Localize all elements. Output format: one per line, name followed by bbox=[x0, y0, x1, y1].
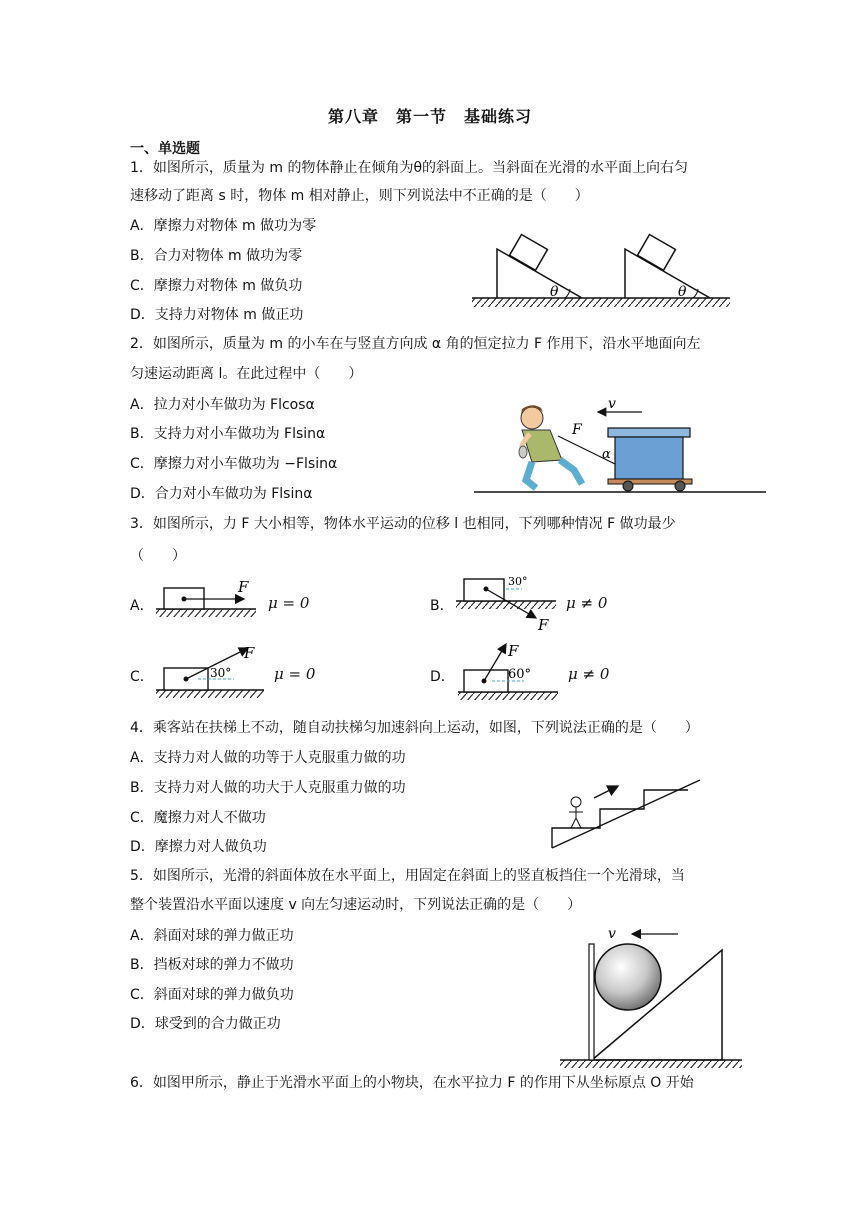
question-2-option-d[interactable]: D．合力对小车做功为 Flsinα bbox=[130, 486, 313, 502]
question-2-option-b[interactable]: B．支持力对小车做功为 Flsinα bbox=[130, 426, 326, 442]
question-2-stem-line1: 2．如图所示，质量为 m 的小车在与竖直方向成 α 角的恒定拉力 F 作用下，沿水平地面向左 bbox=[130, 336, 701, 352]
question-3-b-f-label: F bbox=[538, 616, 549, 634]
question-3-c-mu: μ = 0 bbox=[274, 665, 316, 683]
question-1-figure bbox=[470, 232, 732, 314]
question-6-stem-line1: 6．如图甲所示，静止于光滑水平面上的小物块，在水平拉力 F 的作用下从坐标原点 O 开始 bbox=[130, 1075, 694, 1091]
question-3-option-b-letter[interactable]: B． bbox=[430, 598, 454, 614]
question-4-option-d[interactable]: D．摩擦力对人做负功 bbox=[130, 839, 267, 855]
question-1-option-c[interactable]: C．摩擦力对物体 m 做负功 bbox=[130, 278, 303, 294]
question-2-stem-line2: 匀速运动距离 l。在此过程中（ ） bbox=[130, 366, 363, 382]
section-heading: 一、单选题 bbox=[130, 141, 200, 157]
question-4-option-c[interactable]: C．魔擦力对人不做功 bbox=[130, 810, 266, 826]
question-1-theta-label-2: θ bbox=[678, 284, 687, 300]
question-3-stem-line1: 3．如图所示，力 F 大小相等，物体水平运动的位移 l 也相同，下列哪种情况 F 做功最少 bbox=[130, 516, 676, 532]
question-3-b-angle: 30° bbox=[508, 575, 528, 588]
question-3-figure-a bbox=[152, 578, 262, 620]
question-1-option-b[interactable]: B．合力对物体 m 做功为零 bbox=[130, 248, 303, 264]
question-3-option-a-letter[interactable]: A． bbox=[130, 598, 154, 614]
question-1-option-d: D．支持力对物体 m 做正功 bbox=[130, 307, 304, 323]
question-2-option-c[interactable]: C．摩擦力对小车做功为 −Flsinα bbox=[130, 456, 338, 472]
question-2-alpha-label: α bbox=[602, 447, 611, 462]
question-3-figure-d bbox=[452, 638, 562, 706]
question-3-d-mu: μ ≠ 0 bbox=[568, 665, 610, 683]
question-4-figure bbox=[546, 776, 706, 852]
question-2-v-label: v bbox=[608, 396, 616, 412]
question-3-b-mu: μ ≠ 0 bbox=[566, 594, 608, 612]
question-5-option-a[interactable]: A．斜面对球的弹力做正功 bbox=[130, 928, 294, 944]
question-3-c-angle: 30° bbox=[210, 666, 232, 680]
question-3-d-f-label: F bbox=[508, 642, 519, 660]
question-4-option-a[interactable]: A．支持力对人做的功等于人克服重力做的功 bbox=[130, 750, 406, 766]
question-4-stem-line1: 4．乘客站在扶梯上不动，随自动扶梯匀加速斜向上运动，如图，下列说法正确的是（ ） bbox=[130, 720, 699, 736]
question-1-option-a[interactable]: A．摩擦力对物体 m 做功为零 bbox=[130, 218, 317, 234]
question-2-figure bbox=[470, 396, 770, 496]
question-5-option-c[interactable]: C．斜面对球的弹力做负功 bbox=[130, 987, 294, 1003]
question-5-option-d: D．球受到的合力做正功 bbox=[130, 1016, 281, 1032]
question-1-stem-line2: 速移动了距离 s 时，物体 m 相对静止，则下列说法中不正确的是（ ） bbox=[130, 188, 589, 204]
question-5-figure bbox=[556, 918, 746, 1070]
question-2-option-a[interactable]: A．拉力对小车做功为 Flcosα bbox=[130, 397, 315, 413]
question-3-figure-b bbox=[450, 574, 562, 634]
question-4-option-b[interactable]: B．支持力对人做的功大于人克服重力做的功 bbox=[130, 780, 406, 796]
question-5-option-b[interactable]: B．挡板对球的弹力不做功 bbox=[130, 957, 294, 973]
question-3-option-d-letter[interactable]: D． bbox=[430, 669, 455, 685]
question-3-stem-line2: （ ） bbox=[130, 548, 186, 564]
question-5-v-label: v bbox=[608, 926, 616, 942]
question-1-stem-line1: 1．如图所示，质量为 m 的物体静止在倾角为θ的斜面上。当斜面在光滑的水平面上向右匀 bbox=[130, 160, 689, 176]
question-5-stem-line2: 整个装置沿水平面以速度 v 向左匀速运动时，下列说法正确的是（ ） bbox=[130, 897, 582, 913]
question-3-figure-c bbox=[152, 642, 268, 704]
page-title: 第八章 第一节 基础练习 bbox=[327, 107, 532, 126]
question-3-a-mu: μ = 0 bbox=[268, 594, 310, 612]
question-3-option-c-letter[interactable]: C． bbox=[130, 669, 154, 685]
question-1-theta-label-1: θ bbox=[550, 284, 559, 300]
question-3-c-f-label: F bbox=[244, 644, 255, 662]
question-5-stem-line1: 5．如图所示，光滑的斜面体放在水平面上，用固定在斜面上的竖直板挡住一个光滑球，当 bbox=[130, 868, 685, 884]
question-3-d-angle: 60° bbox=[508, 667, 532, 682]
question-2-f-label: F bbox=[572, 422, 582, 438]
question-3-a-f-label: F bbox=[238, 578, 249, 596]
